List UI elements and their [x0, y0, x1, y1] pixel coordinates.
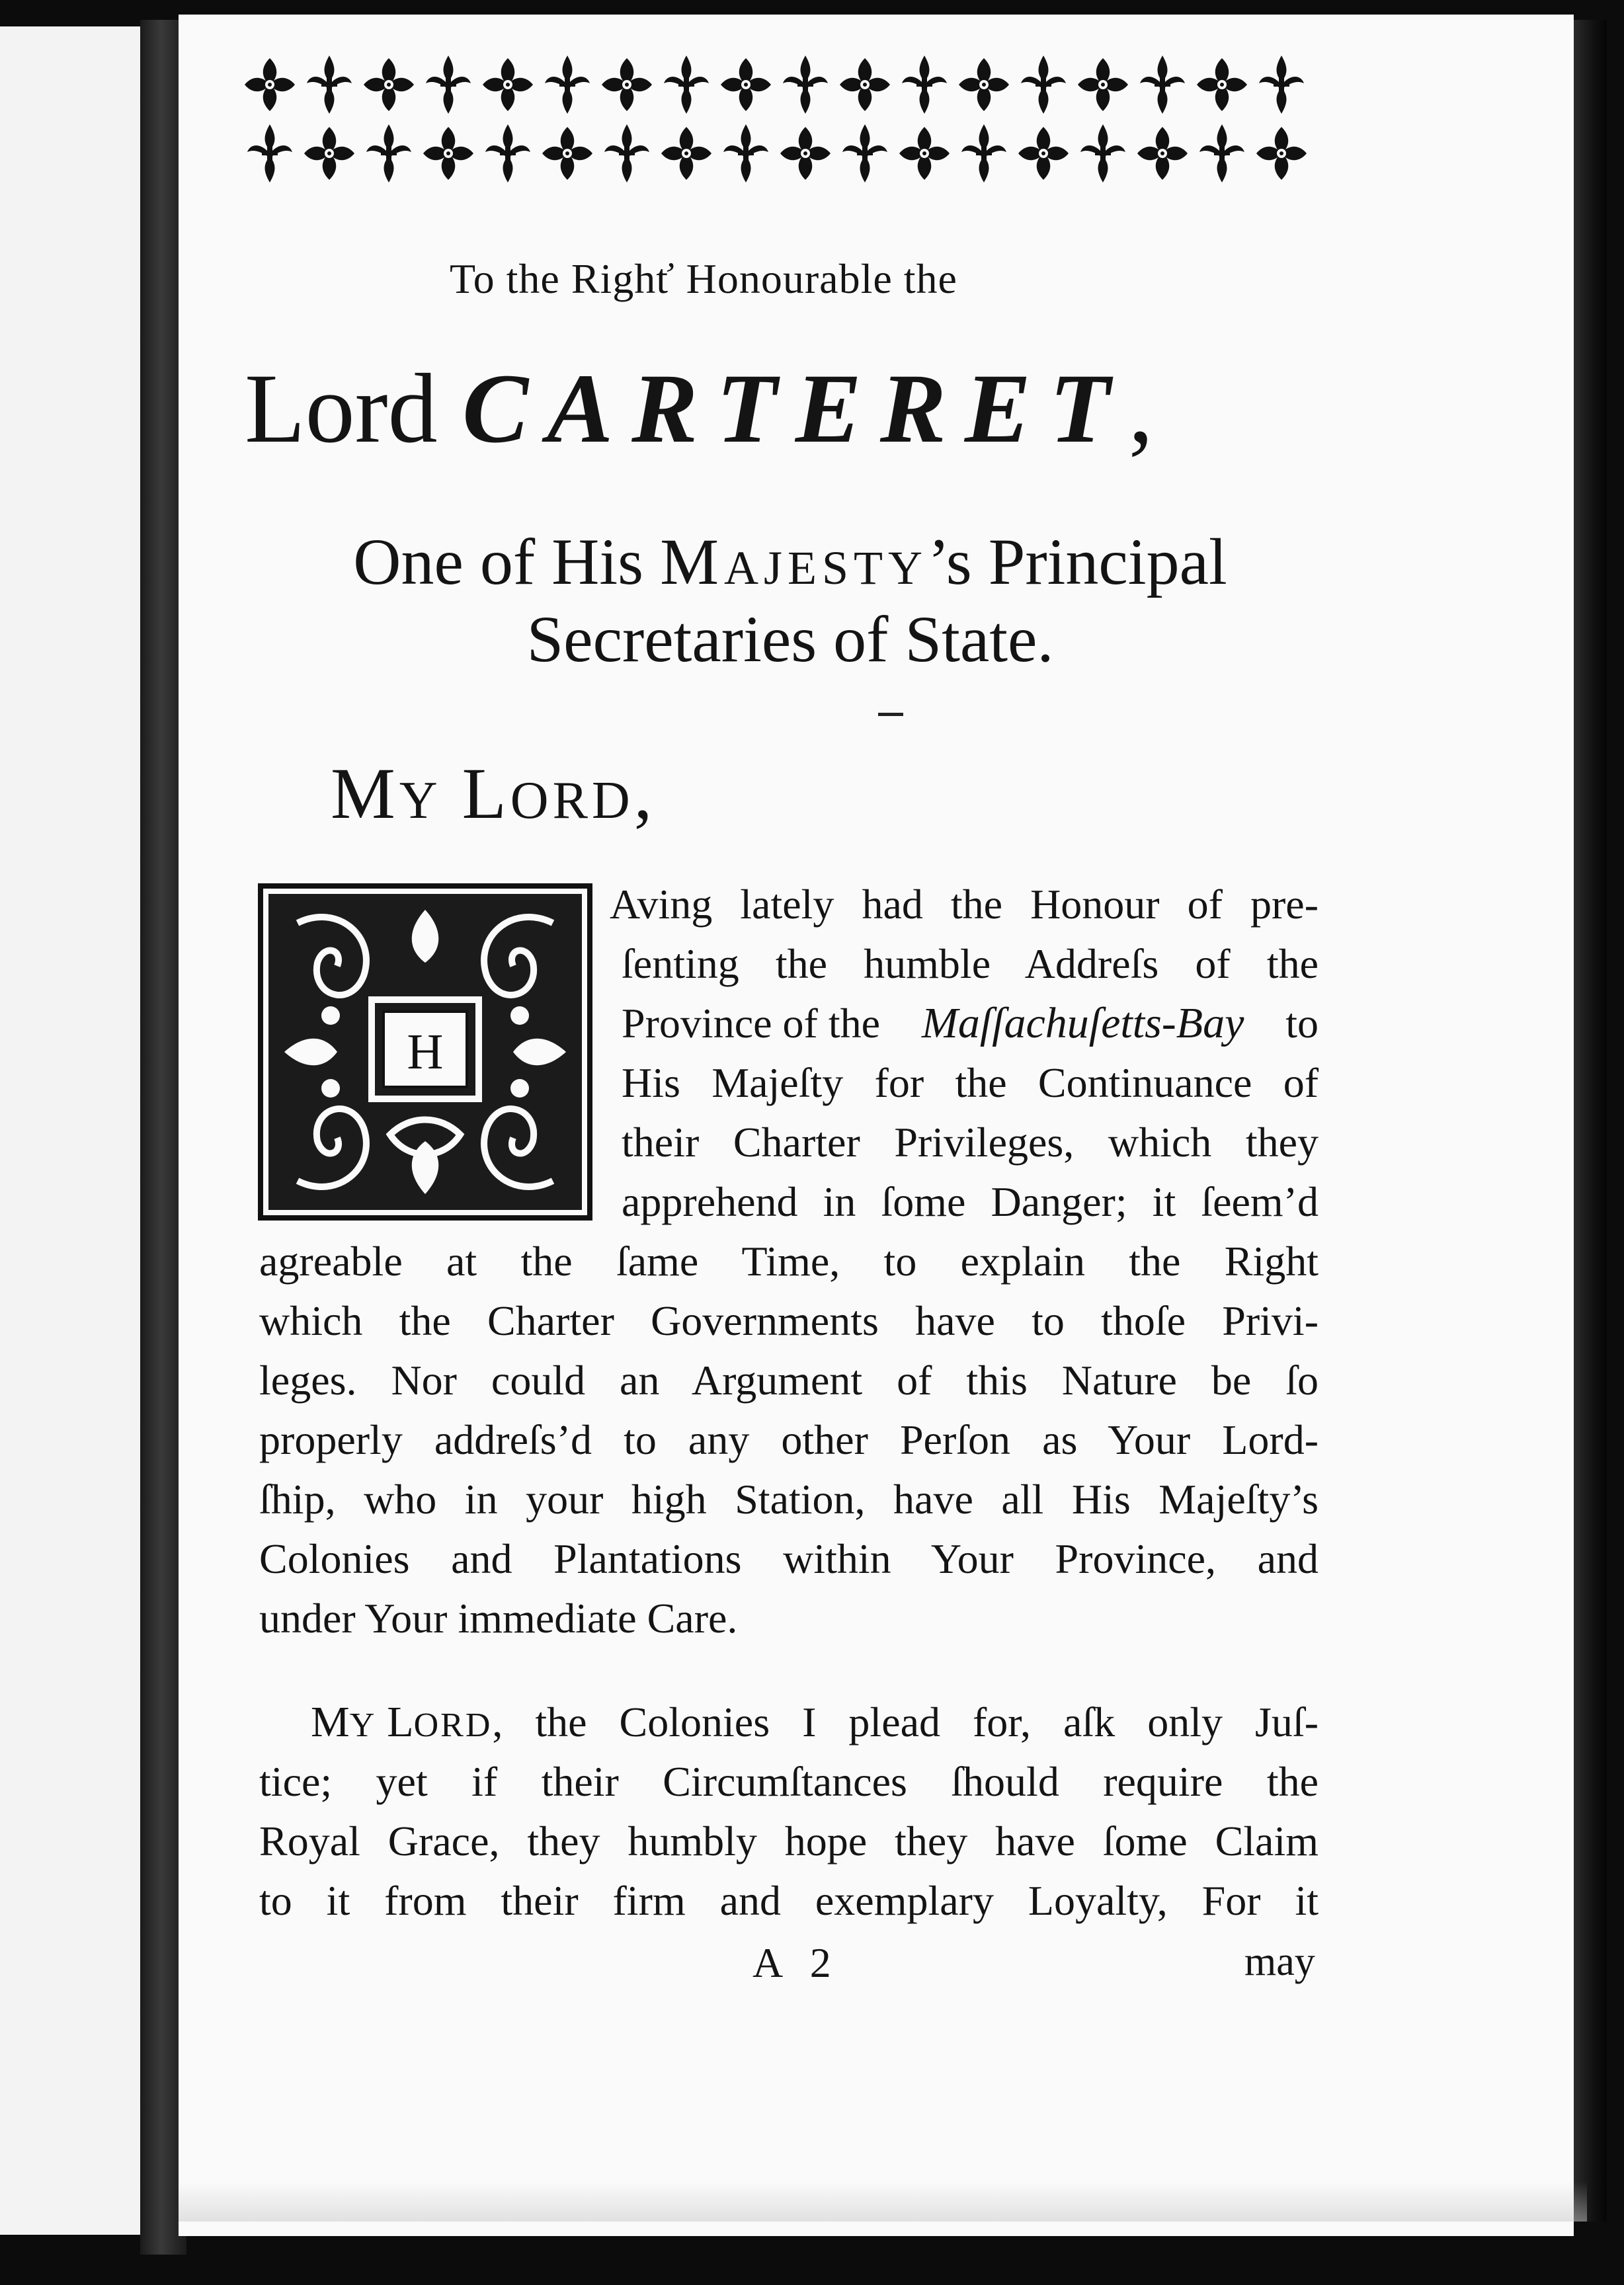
page-bottom-shadow [179, 2182, 1587, 2222]
text-fragment: Province of the [622, 1000, 880, 1047]
fleuron-icon [1140, 56, 1185, 114]
fleuron-icon [842, 124, 887, 182]
fleuron-icon [959, 58, 1009, 111]
fleuron-icon [1078, 58, 1128, 111]
dedicatee-office-line-2: Secretaries of State. [526, 602, 1054, 676]
text-line: apprehend in ſome Danger; it ſeem’d [622, 1178, 1319, 1225]
text-line: under Your immediate Care. [259, 1595, 738, 1642]
office-pre: One of His [353, 525, 644, 598]
lord-name: CARTERET [462, 354, 1129, 463]
text-line [311, 1693, 1319, 1755]
text-line [622, 994, 1319, 1053]
text-line: which the Charter Governments have to thoſe Privi- [259, 1297, 1319, 1344]
text-line: agreable at the ſame Time, to explain the Right [259, 1238, 1319, 1285]
fleuron-icon [1080, 124, 1125, 182]
text-line: Colonies and Plantations within Your Province, and [259, 1535, 1319, 1582]
fleuron-icon [899, 127, 950, 180]
fleuron-icon [661, 127, 711, 180]
salutation-l: L [462, 753, 510, 834]
dedicatee-office-line-1 [245, 526, 1336, 604]
fleuron-icon [245, 58, 295, 111]
salutation-m: M [331, 753, 399, 834]
text-fragment: , the Colonies I plead for, aſk only Juſ- [492, 1699, 1319, 1745]
facing-page-edge [0, 26, 140, 2235]
fleuron-icon [1021, 56, 1066, 114]
fleuron-icon [780, 127, 831, 180]
fleuron-icon [840, 58, 890, 111]
text-line: to it from their firm and exemplary Loyalty, For it [259, 1877, 1319, 1924]
text-line: ſhip, who in your high Station, have all His Majeſty’s [259, 1476, 1319, 1523]
fleuron-icon [485, 124, 530, 182]
dedicatee-name [245, 356, 1369, 461]
majesty-initial: M [660, 525, 724, 598]
fleuron-headpiece-icon [238, 46, 1309, 192]
fleuron-icon [1259, 56, 1304, 114]
fleuron-icon [426, 56, 471, 114]
fleuron-icon [1256, 127, 1307, 180]
fleuron-icon [545, 56, 590, 114]
signature-mark: A 2 [752, 1939, 840, 1986]
text-line: ſenting the humble Addreſs of the [622, 940, 1319, 987]
text-line: His Majeſty for the Continuance of [622, 1059, 1319, 1106]
fleuron-icon [664, 56, 709, 114]
page-edge-shadow [1574, 20, 1607, 2222]
salutation-y: Y [399, 772, 442, 830]
fleuron-icon [902, 56, 947, 114]
dedication-to-line: To the Righť Honourable the [450, 255, 957, 302]
ornamental-initial-icon [258, 883, 592, 1221]
initial-letter: H [407, 1024, 444, 1080]
text-line: their Charter Privileges, which they [622, 1119, 1319, 1166]
lord-comma: , [1128, 354, 1154, 463]
salutation [331, 753, 1124, 837]
text-line: properly addreſs’d to any other Perſon as Your Lord- [259, 1416, 1319, 1463]
salutation-comma: , [633, 753, 657, 834]
text-fragment: to [1285, 1000, 1319, 1047]
fleuron-icon [366, 124, 411, 182]
text-line: Royal Grace, they humbly hope they have ſome Claim [259, 1818, 1319, 1864]
lord-title: Lord [245, 354, 438, 463]
fleuron-icon [247, 124, 292, 182]
fleuron-icon [542, 127, 592, 180]
fleuron-icon [423, 127, 473, 180]
fleuron-icon [723, 124, 768, 182]
fleuron-icon [483, 58, 533, 111]
text-line: leges. Nor could an Argument of this Nature be ſo [259, 1357, 1319, 1404]
divider-dash [878, 713, 903, 716]
catchword: may [1244, 1939, 1315, 1984]
majesty-smallcaps: AJESTY [724, 541, 928, 594]
text-line: tice; yet if their Circumſtances ſhould require the [259, 1758, 1319, 1805]
fleuron-icon [721, 58, 771, 111]
fleuron-icon [364, 58, 414, 111]
place-name: Maſſachuſetts-Bay [921, 999, 1244, 1047]
text-line: Aving lately had the Honour of pre- [610, 881, 1319, 928]
fleuron-icon [961, 124, 1006, 182]
fleuron-icon [1137, 127, 1188, 180]
fleuron-icon [1199, 124, 1244, 182]
fleuron-icon [307, 56, 352, 114]
fleuron-icon [1018, 127, 1069, 180]
office-post: ’s Principal [928, 525, 1227, 598]
fleuron-icon [602, 58, 652, 111]
my-lord-lead: MY LORD [311, 1698, 493, 1746]
fleuron-icon [604, 124, 649, 182]
fleuron-icon [1197, 58, 1247, 111]
salutation-ord: ORD [510, 772, 634, 830]
fleuron-icon [304, 127, 354, 180]
fleuron-icon [783, 56, 828, 114]
